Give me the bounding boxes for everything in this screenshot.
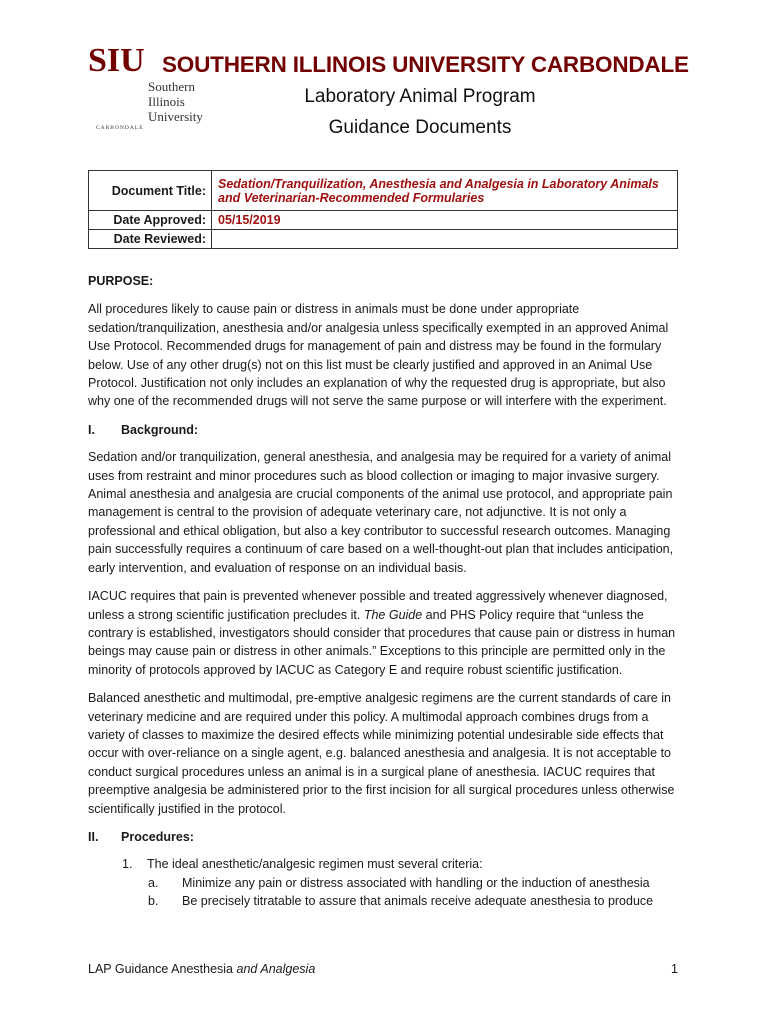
document-type: Guidance Documents [328,117,512,138]
document-body [88,272,682,911]
purpose-heading: PURPOSE: [88,274,154,288]
university-name: SOUTHERN ILLINOIS UNIVERSITY CARBONDALE [162,52,689,77]
purpose-text: All procedures likely to cause pain or distress in animals must be done under appropriate sedation/tranquilization, anesthesia and/or analgesia unless specifically exempted in an approved Animal Use Protocol. Recommended drugs for management of pain and distress may be found in the formulary below. Use of any other drug(s) not on this list must be clearly justified and approved in an Animal Use Protocol. Justification not only includes an explanation of why the requested drug is appropriate, but also why one of the recommended drugs will not serve the same purpose or will interfere with the experiment. [88,302,669,409]
approved-label: Date Approved: [89,211,212,230]
document-info-table [88,170,678,249]
title-value: Sedation/Tranquilization, Anesthesia and Analgesia in Laboratory Animals and Veterinarian-Recommended Formularies [212,171,678,211]
logo-line-4: CARBONDALE [96,125,144,131]
background-paragraph-2: IACUC requires that pain is prevented whenever possible and treated aggressively whenever diagnosed, unless a strong scientific justification precludes it. The Guide and PHS Policy require that “unless the contrary is established, investigators should consider that procedures that cause pain or distress in human beings may cause pain or distress in other animals.” Exceptions to this principle are permitted only in the minority of protocols approved by IACUC as Category E and require robust scientific justification. [88,589,676,677]
list-item: b. Be precisely titratable to assure that animals receive adequate anesthesia to produce [148,894,654,909]
logo-line-1: Southern [148,79,195,94]
background-paragraph-3: Balanced anesthetic and multimodal, pre-emptive analgesic regimens are the current standards of care in veterinary medicine and are required under this policy. A multimodal approach combines drugs from a variety of classes to maximize the desired effects while minimizing potential undesirable side effects that occur with over-reliance on a single agent, e.g. balanced anesthesia and analgesia. It is not acceptable to conduct surgical procedures unless an animal is in a surgical plane of anesthesia. IACUC requires that preemptive analgesia be administered prior to the first incision for all surgical procedures unless otherwise scientifically justified in the protocol. [88,691,675,816]
approved-value: 05/15/2019 [212,211,678,230]
siu-logo [88,42,203,131]
reviewed-label: Date Reviewed: [89,230,212,249]
list-item: 1. The ideal anesthetic/analgesic regimen must several criteria: [122,857,483,872]
logo-line-2: Illinois [148,94,185,109]
section-title: Background: [121,422,199,437]
background-paragraph-1: Sedation and/or tranquilization, general anesthesia, and analgesia may be required for a variety of animal uses from restraint and minor procedures such as blood collection or imaging to major invasive surgery. Animal anesthesia and analgesia are crucial components of the animal use protocol, and appropriate pain management is central to the provision of adequate veterinary care, not adjunctive. It is not only a professional and ethical obligation, but also a key contributor to successful research outcomes. Managing pain successfully requires a continuum of care based on a well-thought-out plan that includes anticipation, early intervention, and evaluation of response on an individual basis. [88,450,674,575]
procedures-heading [88,828,682,846]
page-number: 1 [671,962,678,976]
logo-mark: SIU [88,42,145,79]
list-item: a. Minimize any pain or distress associated with handling or the induction of anesthesia [148,875,650,890]
section-title: Procedures: [121,829,194,844]
footer-title: LAP Guidance Anesthesia and Analgesia [88,962,316,976]
section-number: I. [88,422,95,437]
title-label: Document Title: [89,171,212,211]
page-footer [88,962,678,976]
section-number: II. [88,829,99,844]
program-title: Laboratory Animal Program [304,86,536,107]
reviewed-value [212,230,678,249]
logo-line-3: University [148,109,203,124]
background-heading [88,421,682,439]
